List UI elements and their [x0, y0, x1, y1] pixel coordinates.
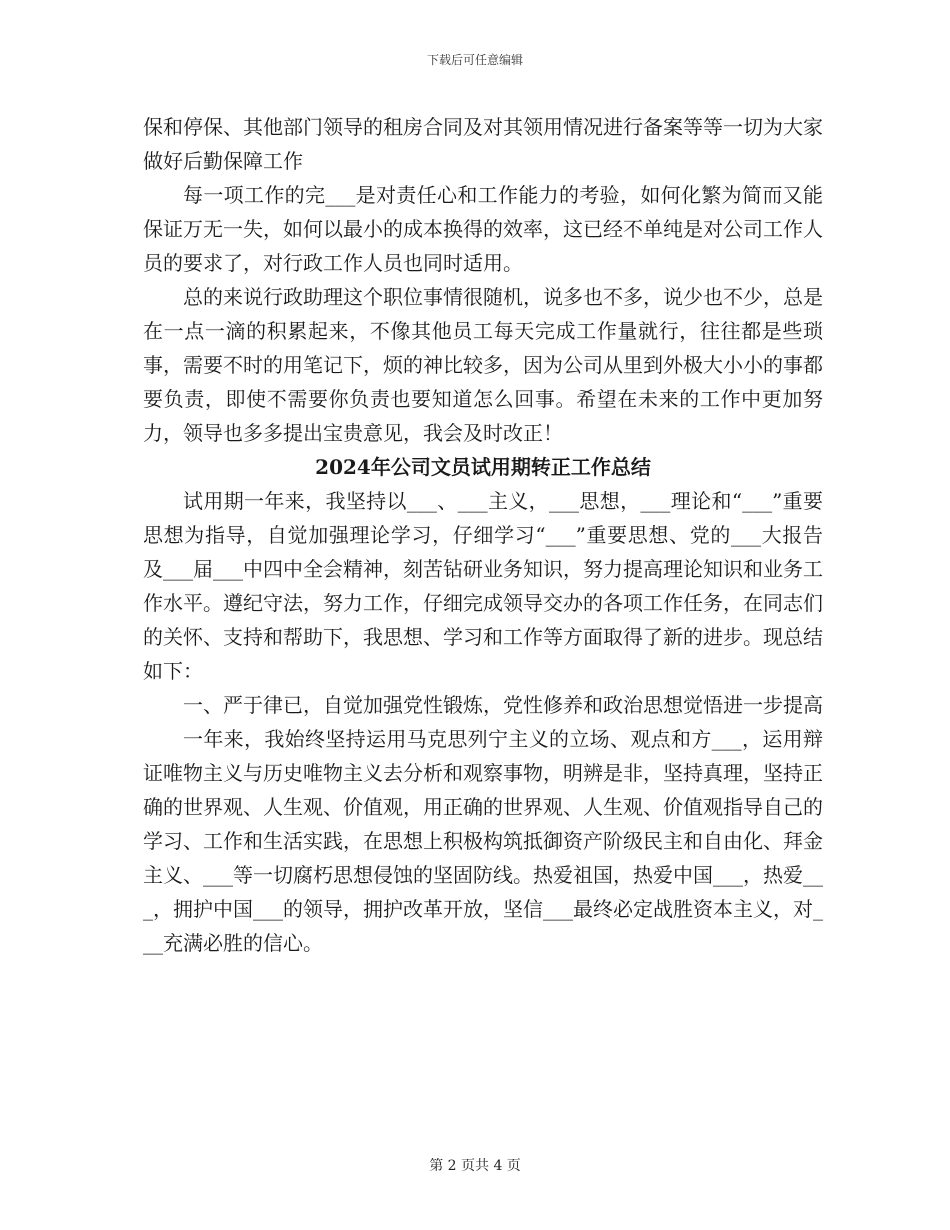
page-header: 下载后可任意编辑 — [426, 53, 523, 67]
paragraph-1: 保和停保、其他部门领导的租房合同及对其领用情况进行备案等等一切为大家做好后勤保障工作 — [143, 115, 823, 173]
section-title: 2024年公司文员试用期转正工作总结 — [315, 455, 651, 479]
page-footer: 第 2 页共 4 页 — [429, 1158, 521, 1174]
paragraph-2: 每一项工作的完___是对责任心和工作能力的考验，如何化繁为简而又能保证万无一失，如何以最小的成本换得的效率，这已经不单纯是对公司工作人员的要求了，对行政工作人员也同时适用。 — [143, 183, 823, 275]
paragraph-3: 总的来说行政助理这个职位事情很随机，说多也不多，说少也不少，总是在一点一滴的积累起来，不像其他员工每天完成工作量就行，往往都是些琐事，需要不时的用笔记下，烦的神比较多，因为公司从里到外极大小小的事都要负责，即使不需要你负责也要知道怎么回事。希望在未来的工作中更加努力，领导也多多提出宝贵意见，我会及时改正！ — [143, 285, 823, 445]
paragraph-5: 一、严于律已，自觉加强党性锻炼，党性修养和政治思想觉悟进一步提高 — [183, 693, 823, 717]
paragraph-4: 试用期一年来，我坚持以___、___主义，___思想，___理论和“___”重要思想为指导，自觉加强理论学习，仔细学习“___”重要思想、党的___大报告及___届___中四中全会精神，刻苦钻研业务知识，努力提高理论知识和业务工作水平。遵纪守法，努力工作，仔细完成领导交办的各项工作任务，在同志们的关怀、支持和帮助下，我思想、学习和工作等方面取得了新的进步。现总结如下： — [143, 489, 823, 683]
document-body — [143, 110, 823, 960]
paragraph-6: 一年来，我始终坚持运用马克思列宁主义的立场、观点和方___，运用辩证唯物主义与历史唯物主义去分析和观察事物，明辨是非，坚持真理，坚持正确的世界观、人生观、价值观，用正确的世界观、人生观、价值观指导自己的学习、工作和生活实践，在思想上积极构筑抵御资产阶级民主和自由化、拜金主义、___等一切腐朽思想侵蚀的坚固防线。热爱祖国，热爱中国___，热爱___，拥护中国___的领导，拥护改革开放，坚信___最终必定战胜资本主义，对___充满必胜的信心。 — [143, 727, 823, 955]
